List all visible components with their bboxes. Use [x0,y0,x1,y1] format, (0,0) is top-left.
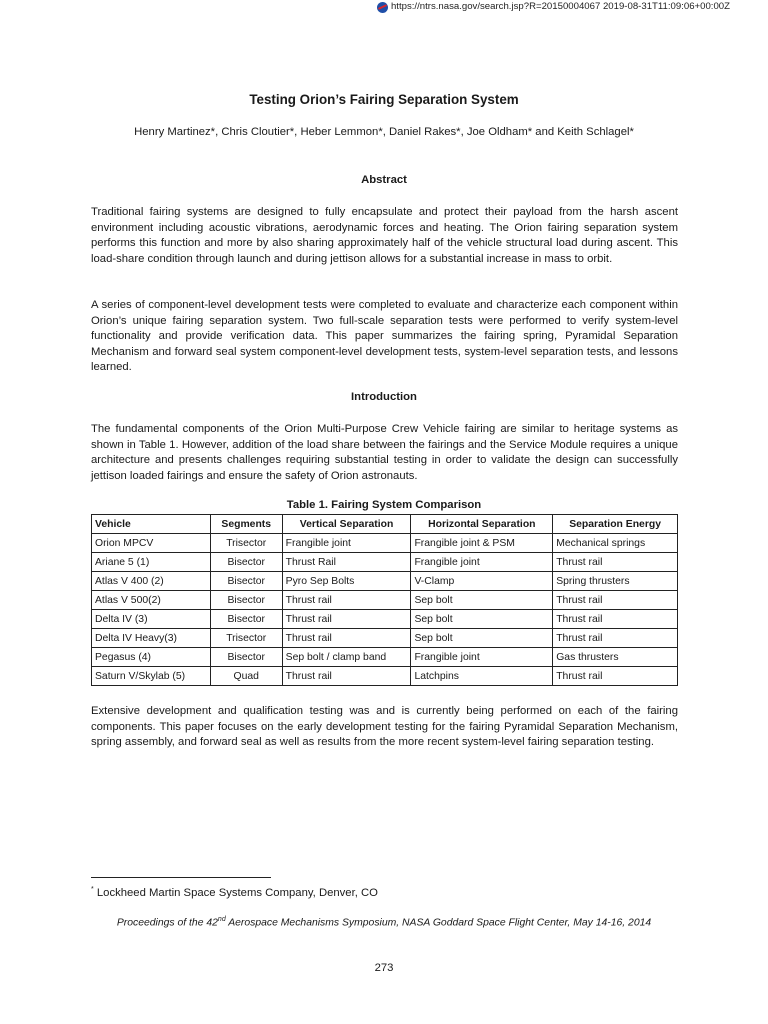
cell-segments: Trisector [210,534,282,553]
proceedings-ordinal: nd [217,916,226,923]
ntrs-url-text[interactable]: https://ntrs.nasa.gov/search.jsp?R=20150004067 2019-08-31T11:09:06+00:00Z [390,1,730,12]
table-row [92,667,678,686]
introduction-paragraph-2: Extensive development and qualification testing was and is currently being performed on each of the fairing components. This paper focuses on the early development testing for the fairing Pyramidal Separation Mechanism, spring assembly, and forward seal as well as results from the more recent system-level fairing separation testing. [91,705,678,749]
table-caption: Table 1. Fairing System Comparison [286,499,482,511]
cell-vertical-separation: Thrust rail [282,610,411,629]
abstract-heading: Abstract [361,174,407,186]
cell-separation-energy: Mechanical springs [553,534,678,553]
table-row [92,610,678,629]
table-row [92,534,678,553]
footnote-text: Lockheed Martin Space Systems Company, Denver, CO [93,886,378,899]
cell-separation-energy: Thrust rail [553,610,678,629]
proceedings-suffix: Aerospace Mechanisms Symposium, NASA Goddard Space Flight Center, May 14-16, 2014 [225,917,652,929]
table-row [92,572,678,591]
table-row [92,648,678,667]
footnote-mark: * [91,886,94,893]
fairing-comparison-table [91,514,678,686]
cell-vehicle: Delta IV (3) [92,610,211,629]
cell-horizontal-separation: Sep bolt [411,629,553,648]
introduction-paragraph-1: The fundamental components of the Orion Multi-Purpose Crew Vehicle fairing are similar to heritage systems as shown in Table 1. However, addition of the load share between the fairings and the Service Module requires a unique architecture and presents challenges requiring substantial testing in order to validate the design can successfully jettison loaded fairings and ensure the safety of Orion astronauts. [91,423,678,482]
column-header-segments: Segments [210,515,282,534]
cell-vehicle: Pegasus (4) [92,648,211,667]
author-list: Henry Martinez*, Chris Cloutier*, Heber Lemmon*, Daniel Rakes*, Joe Oldham* and Keith Schlagel* [134,126,634,138]
abstract-paragraph-1: Traditional fairing systems are designed to fully encapsulate and protect their payload from the harsh ascent environment including acoustic vibrations, aerodynamic forces and heating. The Orion fairing separation system performs this function and more by also sharing approximately half of the vehicle structural load during ascent. This load-share condition through launch and during jettison allows for a substantial increase in mass to orbit. [91,206,678,265]
cell-vehicle: Atlas V 400 (2) [92,572,211,591]
cell-horizontal-separation: V-Clamp [411,572,553,591]
column-header-horizontal-separation: Horizontal Separation [411,515,553,534]
cell-vertical-separation: Thrust Rail [282,553,411,572]
cell-vehicle: Ariane 5 (1) [92,553,211,572]
cell-horizontal-separation: Sep bolt [411,591,553,610]
table-row [92,629,678,648]
proceedings-line [0,916,768,928]
cell-segments: Bisector [210,648,282,667]
cell-separation-energy: Spring thrusters [553,572,678,591]
cell-vertical-separation: Sep bolt / clamp band [282,648,411,667]
ntrs-header-stamp [377,0,730,14]
page-number: 273 [374,962,394,974]
cell-vertical-separation: Thrust rail [282,591,411,610]
column-header-vehicle: Vehicle [92,515,211,534]
cell-vehicle: Atlas V 500(2) [92,591,211,610]
cell-vertical-separation: Frangible joint [282,534,411,553]
table-row [92,553,678,572]
footnote [91,886,378,899]
footnote-divider [91,877,271,878]
cell-segments: Bisector [210,610,282,629]
cell-horizontal-separation: Sep bolt [411,610,553,629]
proceedings-prefix: Proceedings of the 42 [116,917,218,929]
table-header-row [92,515,678,534]
column-header-vertical-separation: Vertical Separation [282,515,411,534]
cell-horizontal-separation: Frangible joint & PSM [411,534,553,553]
paper-title: Testing Orion’s Fairing Separation System [249,92,519,107]
table-row [92,591,678,610]
cell-separation-energy: Thrust rail [553,591,678,610]
cell-separation-energy: Gas thrusters [553,648,678,667]
cell-segments: Quad [210,667,282,686]
cell-vehicle: Saturn V/Skylab (5) [92,667,211,686]
cell-vertical-separation: Pyro Sep Bolts [282,572,411,591]
cell-segments: Bisector [210,591,282,610]
cell-vertical-separation: Thrust rail [282,629,411,648]
cell-separation-energy: Thrust rail [553,553,678,572]
cell-horizontal-separation: Frangible joint [411,648,553,667]
cell-segments: Bisector [210,572,282,591]
cell-vehicle: Orion MPCV [92,534,211,553]
column-header-separation-energy: Separation Energy [553,515,678,534]
cell-segments: Bisector [210,553,282,572]
cell-horizontal-separation: Latchpins [411,667,553,686]
cell-segments: Trisector [210,629,282,648]
abstract-paragraph-2: A series of component-level development tests were completed to evaluate and characterize each component within Orion’s unique fairing separation system. Two full-scale separation tests were performed to verify system-level functionality and provide verification data. This paper summarizes the fairing spring, Pyramidal Separation Mechanism and forward seal system component-level development tests, system-level separation tests, and lessons learned. [91,299,678,374]
introduction-heading: Introduction [351,391,417,403]
cell-separation-energy: Thrust rail [553,629,678,648]
cell-horizontal-separation: Frangible joint [411,553,553,572]
cell-separation-energy: Thrust rail [553,667,678,686]
nasa-meatball-icon [377,2,388,13]
cell-vertical-separation: Thrust rail [282,667,411,686]
cell-vehicle: Delta IV Heavy(3) [92,629,211,648]
